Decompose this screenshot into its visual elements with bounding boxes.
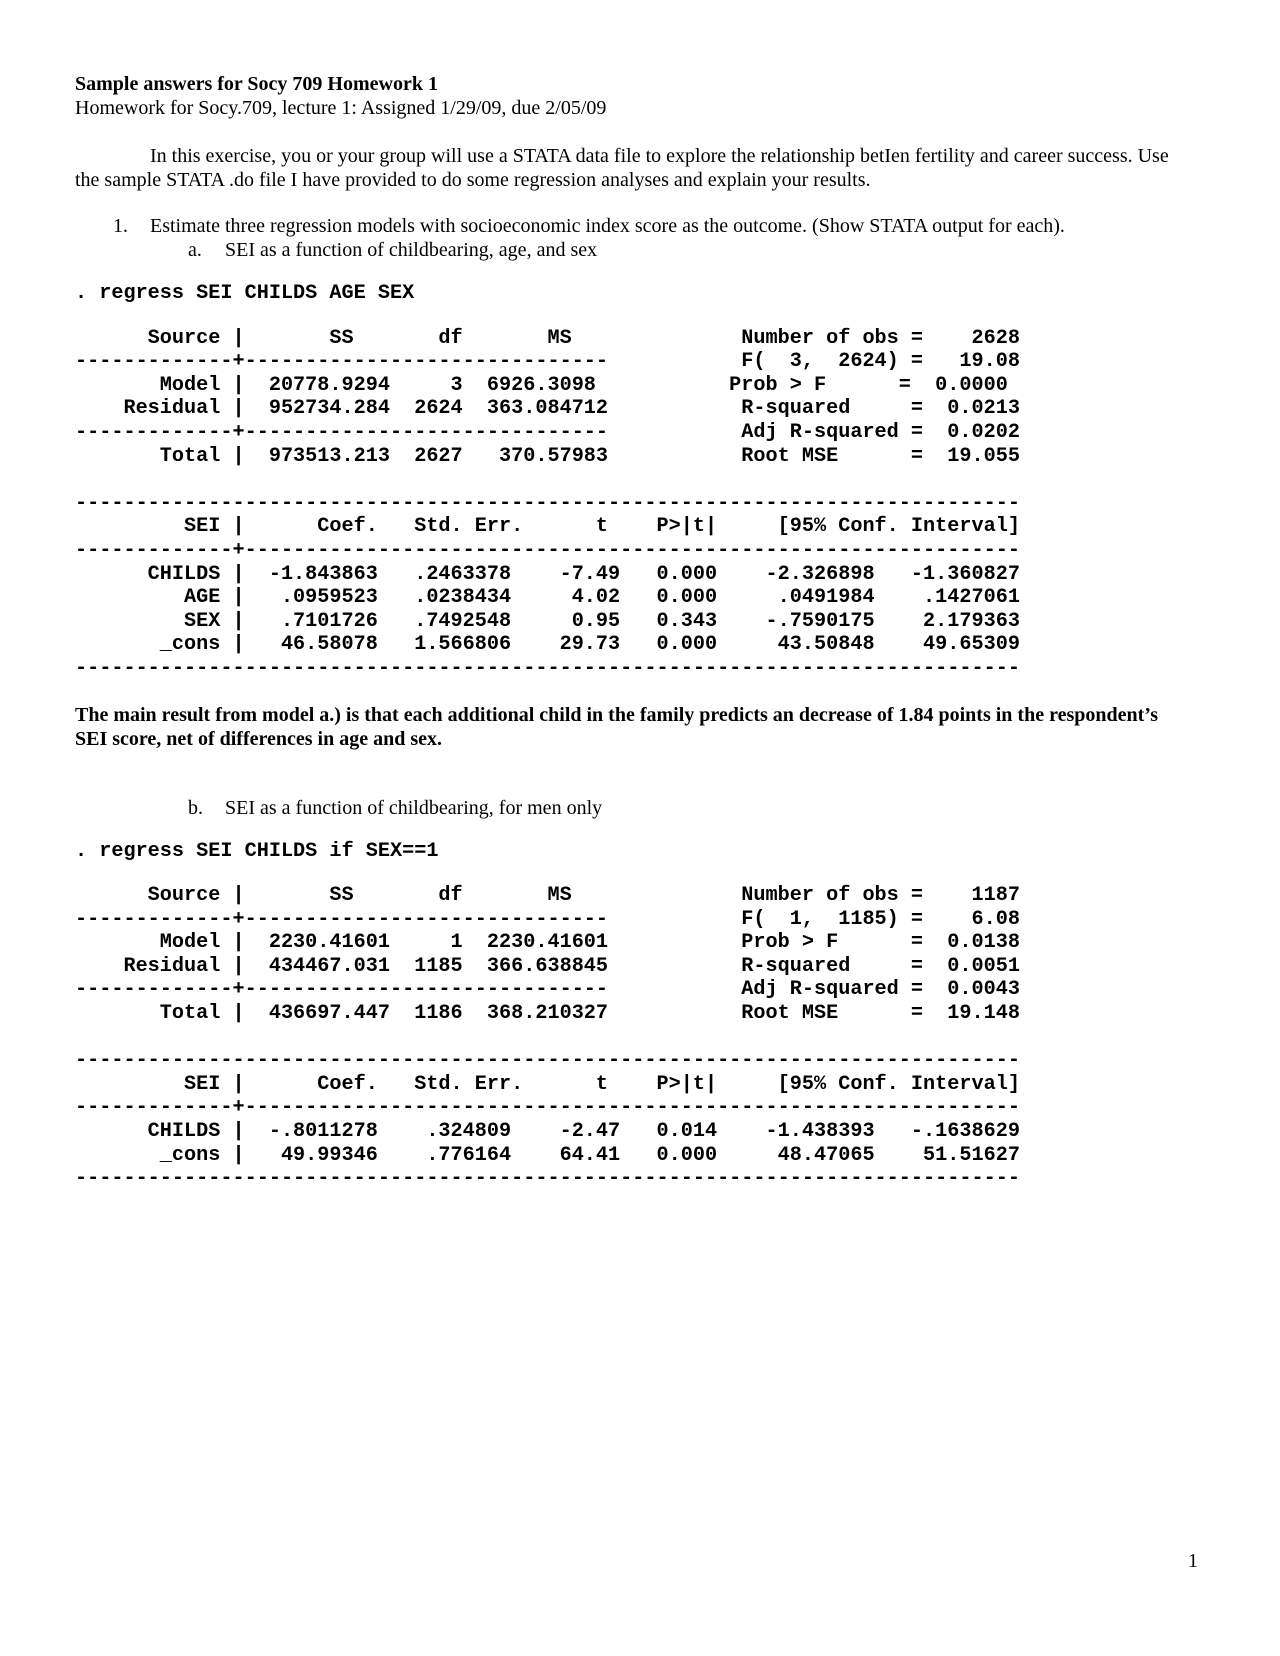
part-b-command: . regress SEI CHILDS if SEX==1	[75, 839, 439, 863]
part-a-letter: a.	[188, 239, 202, 261]
part-a-text: SEI as a function of childbearing, age, and sex	[225, 239, 598, 261]
question-1-text: Estimate three regression models with socioeconomic index score as the outcome. (Show STATA output for each).	[150, 215, 1065, 237]
part-b-heading	[75, 796, 1195, 820]
question-1-number: 1.	[113, 215, 128, 237]
part-a-interpretation: The main result from model a.) is that each additional child in the family predicts an decrease of 1.84 points in the respondent’s SEI score, net of differences in age and sex.	[75, 703, 1158, 750]
part-a-command: . regress SEI CHILDS AGE SEX	[75, 282, 415, 305]
page-number: 1	[1188, 1550, 1198, 1572]
part-b-text: SEI as a function of childbearing, for men only	[225, 796, 603, 819]
part-b-letter: b.	[188, 796, 203, 819]
document-subtitle: Homework for Socy.709, lecture 1: Assigned 1/29/09, due 2/05/09	[75, 97, 607, 119]
part-b-regression-output: Source | SS df MS Number of obs = 1187 -------------+------------------------------ F( 1, 1185) = 6.08 Model | 2230.41601 1 2230.41601 Prob > F = 0.0138 Residual | 434467.031 1185 366.638845 R-squared = 0.0051 -------------+------------------------------ Adj R-squared = 0.0043 Total | 436697.447 1186 368.210327 Root MSE = 19.148 ------------------------------------------------------------------------------ SEI | Coef. Std. Err. t P>|t| [95% Conf. Interval] -------------+---------------------------------------------------------------- CHILDS | -.8011278 .324809 -2.47 0.014 -1.438393 -.1638629 _cons | 49.99346 .776164 64.41 0.000 48.47065 51.51627 ------------------------------------------------------------------------------	[75, 884, 1020, 1191]
intro-paragraph: In this exercise, you or your group will use a STATA data file to explore the relationship betIen fertility and career success. Use the sample STATA .do file I have provided to do some regression analyses and explain your results.	[75, 145, 1169, 191]
document-page	[75, 72, 1195, 1191]
part-a-heading	[75, 238, 1195, 262]
document-title: Sample answers for Socy 709 Homework 1	[75, 73, 438, 95]
question-1	[75, 214, 1195, 238]
part-a-regression-output: Source | SS df MS Number of obs = 2628 -------------+------------------------------ F( 3, 2624) = 19.08 Model | 20778.9294 3 6926.3098 Prob > F = 0.0000 Residual | 952734.284 2624 363.084712 R-squared = 0.0213 -------------+------------------------------ Adj R-squared = 0.0202 Total | 973513.213 2627 370.57983 Root MSE = 19.055 ------------------------------------------------------------------------------ SEI | Coef. Std. Err. t P>|t| [95% Conf. Interval] -------------+---------------------------------------------------------------- CHILDS | -1.843863 .2463378 -7.49 0.000 -2.326898 -1.360827 AGE | .0959523 .0238434 4.02 0.000 .0491984 .1427061 SEX | .7101726 .7492548 0.95 0.343 -.7590175 2.179363 _cons | 46.58078 1.566806 29.73 0.000 43.50848 49.65309 ------------------------------------------------------------------------------	[75, 326, 1020, 680]
